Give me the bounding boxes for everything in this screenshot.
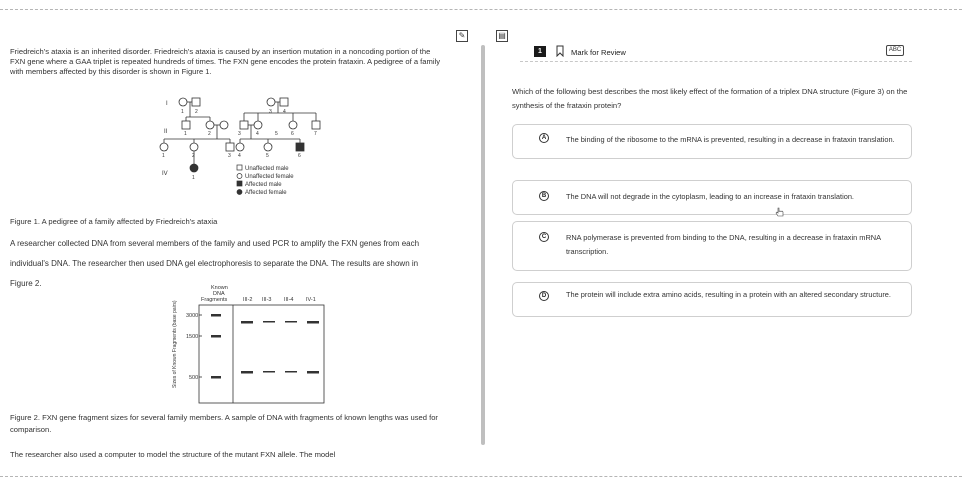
ped-I3	[267, 98, 275, 106]
reference-icon[interactable]: ▤	[496, 30, 508, 42]
gel-band-III2-lower	[241, 371, 253, 374]
gel-lane-III-2: III-2	[243, 297, 253, 303]
top-divider	[0, 9, 962, 10]
ped-num-I3: 3	[269, 109, 272, 115]
ped-II1	[182, 121, 190, 129]
legend-unaffected-male-icon	[237, 165, 242, 170]
ped-num-II6: 6	[291, 131, 294, 137]
ped-num-II1: 1	[184, 131, 187, 137]
question-text: Which of the following best describes the most likely effect of the formation of a triplex DNA structure (Figure 3) on the synthesis of the frataxin protein?	[512, 87, 908, 110]
gel-band-ladder-1500	[211, 335, 221, 338]
ped-III2	[190, 143, 198, 151]
passage-para2: A researcher collected DNA from several members of the family and used PCR to amplify the FXN genes from each individual's DNA. The researcher then used DNA gel electrophoresis to separate the DNA. The results are shown in Figure 2.	[10, 239, 420, 288]
gel-band-III3	[263, 321, 275, 323]
ped-III5	[264, 143, 272, 151]
pedigree-figure	[150, 93, 450, 211]
ped-III3	[226, 143, 234, 151]
ped-II5	[254, 121, 262, 129]
gel-band-ladder-3000	[211, 314, 221, 317]
gel-header-dna: DNA	[213, 291, 225, 297]
ped-num-II5: 5	[275, 131, 278, 137]
legend-unaffected-female-icon	[237, 174, 242, 179]
question-number: 1	[534, 46, 546, 57]
ped-num-I2: 2	[195, 109, 198, 115]
gel-band-III2-upper	[241, 321, 253, 324]
ped-num-III2: 2	[192, 153, 195, 159]
ped-II4	[240, 121, 248, 129]
ped-I4	[280, 98, 288, 106]
choice-d-letter: D	[539, 291, 549, 301]
ped-num-IV1: 1	[192, 175, 195, 181]
passage-intro: Friedreich's ataxia is an inherited disorder. Friedreich's ataxia is caused by an insertion mutation in a noncoding portion of the FXN gene where a GAA triplet is repeated hundreds of times. The FXN gene encodes the protein frataxin. A pedigree of a family with members affected by this disorder is shown in Figure 1.	[10, 47, 440, 76]
gen-label-IV: IV	[162, 171, 168, 177]
gen-label-I: I	[166, 101, 168, 107]
pane-resize-handle[interactable]	[481, 45, 485, 445]
legend-unaffected-male: Unaffected male	[245, 166, 289, 172]
legend-unaffected-female: Unaffected female	[245, 174, 294, 180]
legend-affected-female-icon	[237, 190, 242, 195]
question-header-divider	[520, 61, 912, 62]
gel-band-III4	[285, 321, 297, 323]
gel-size-500: 500	[189, 375, 199, 381]
ped-num-III6: 6	[298, 153, 301, 159]
ped-num-II4: 4	[256, 131, 259, 137]
ped-num-II7: 7	[314, 131, 317, 137]
ped-II7	[312, 121, 320, 129]
gen-label-II: II	[164, 129, 168, 135]
bookmark-icon[interactable]	[556, 45, 564, 57]
ped-num-III3: 3	[228, 153, 231, 159]
gel-header-known: Known	[211, 285, 228, 291]
legend-affected-female: Affected female	[245, 190, 287, 196]
legend-affected-male-icon	[237, 181, 242, 186]
ped-II6	[289, 121, 297, 129]
ped-num-I1: 1	[181, 109, 184, 115]
ped-I2	[192, 98, 200, 106]
choice-a-text: The binding of the ribosome to the mRNA is prevented, resulting in a decrease in frataxin translation.	[566, 135, 895, 144]
annotate-icon[interactable]: ✎	[456, 30, 468, 42]
choice-d[interactable]	[512, 282, 912, 317]
ped-II3	[220, 121, 228, 129]
bottom-divider	[0, 476, 962, 477]
ped-num-II2: 2	[208, 131, 211, 137]
choice-a-letter: A	[539, 133, 549, 143]
gel-band-III4-lower	[285, 371, 297, 373]
choice-b[interactable]	[512, 180, 912, 215]
ped-III6	[296, 143, 304, 151]
ped-III1	[160, 143, 168, 151]
figure1-caption: Figure 1. A pedigree of a family affected by Friedreich's ataxia	[10, 217, 218, 226]
choice-d-text: The protein will include extra amino acids, resulting in a protein with an altered secondary structure.	[566, 290, 891, 299]
ped-num-III5: 5	[266, 153, 269, 159]
gel-lane-III-3: III-3	[262, 297, 272, 303]
ped-num-III1: 1	[162, 153, 165, 159]
choice-a[interactable]	[512, 124, 912, 159]
gel-figure	[165, 283, 345, 408]
choice-c-letter: C	[539, 232, 549, 242]
passage-pane	[10, 47, 470, 77]
ped-num-II3: 3	[238, 131, 241, 137]
ped-num-I4: 4	[283, 109, 286, 115]
gel-band-IV1	[307, 321, 319, 324]
gel-size-3000: 3000	[186, 313, 199, 319]
ped-num-III4: 4	[238, 153, 241, 159]
mouse-cursor-icon	[775, 207, 785, 217]
gel-box	[199, 305, 324, 403]
ped-II2	[206, 121, 214, 129]
gel-band-IV1-lower	[307, 371, 319, 374]
legend-affected-male: Affected male	[245, 182, 282, 188]
gel-band-III3-lower	[263, 371, 275, 373]
gel-ylabel: Sizes of Known Fragments (base pairs)	[172, 300, 178, 388]
figure2-caption: Figure 2. FXN gene fragment sizes for several family members. A sample of DNA with fragments of known lengths was used for comparison.	[10, 413, 438, 434]
choice-b-letter: B	[539, 191, 549, 201]
choice-c[interactable]	[512, 221, 912, 271]
ped-IV1	[190, 164, 198, 172]
ped-I1	[179, 98, 187, 106]
gel-header-fragments: Fragments	[201, 297, 228, 303]
gel-lane-III-4: III-4	[284, 297, 294, 303]
gel-band-ladder-500	[211, 376, 221, 379]
passage-para3: The researcher also used a computer to model the structure of the mutant FXN allele. The model	[10, 450, 336, 459]
gel-lane-IV-1: IV-1	[306, 297, 316, 303]
strikethrough-toggle[interactable]: ABC	[886, 45, 904, 56]
choice-b-text: The DNA will not degrade in the cytoplasm, leading to an increase in frataxin translation.	[566, 192, 854, 201]
choice-c-text: RNA polymerase is prevented from binding to the DNA, resulting in a decrease in frataxin mRNA transcription.	[566, 233, 881, 256]
gel-size-1500: 1500	[186, 334, 199, 340]
ped-III4	[236, 143, 244, 151]
mark-for-review-button[interactable]: Mark for Review	[571, 48, 626, 57]
